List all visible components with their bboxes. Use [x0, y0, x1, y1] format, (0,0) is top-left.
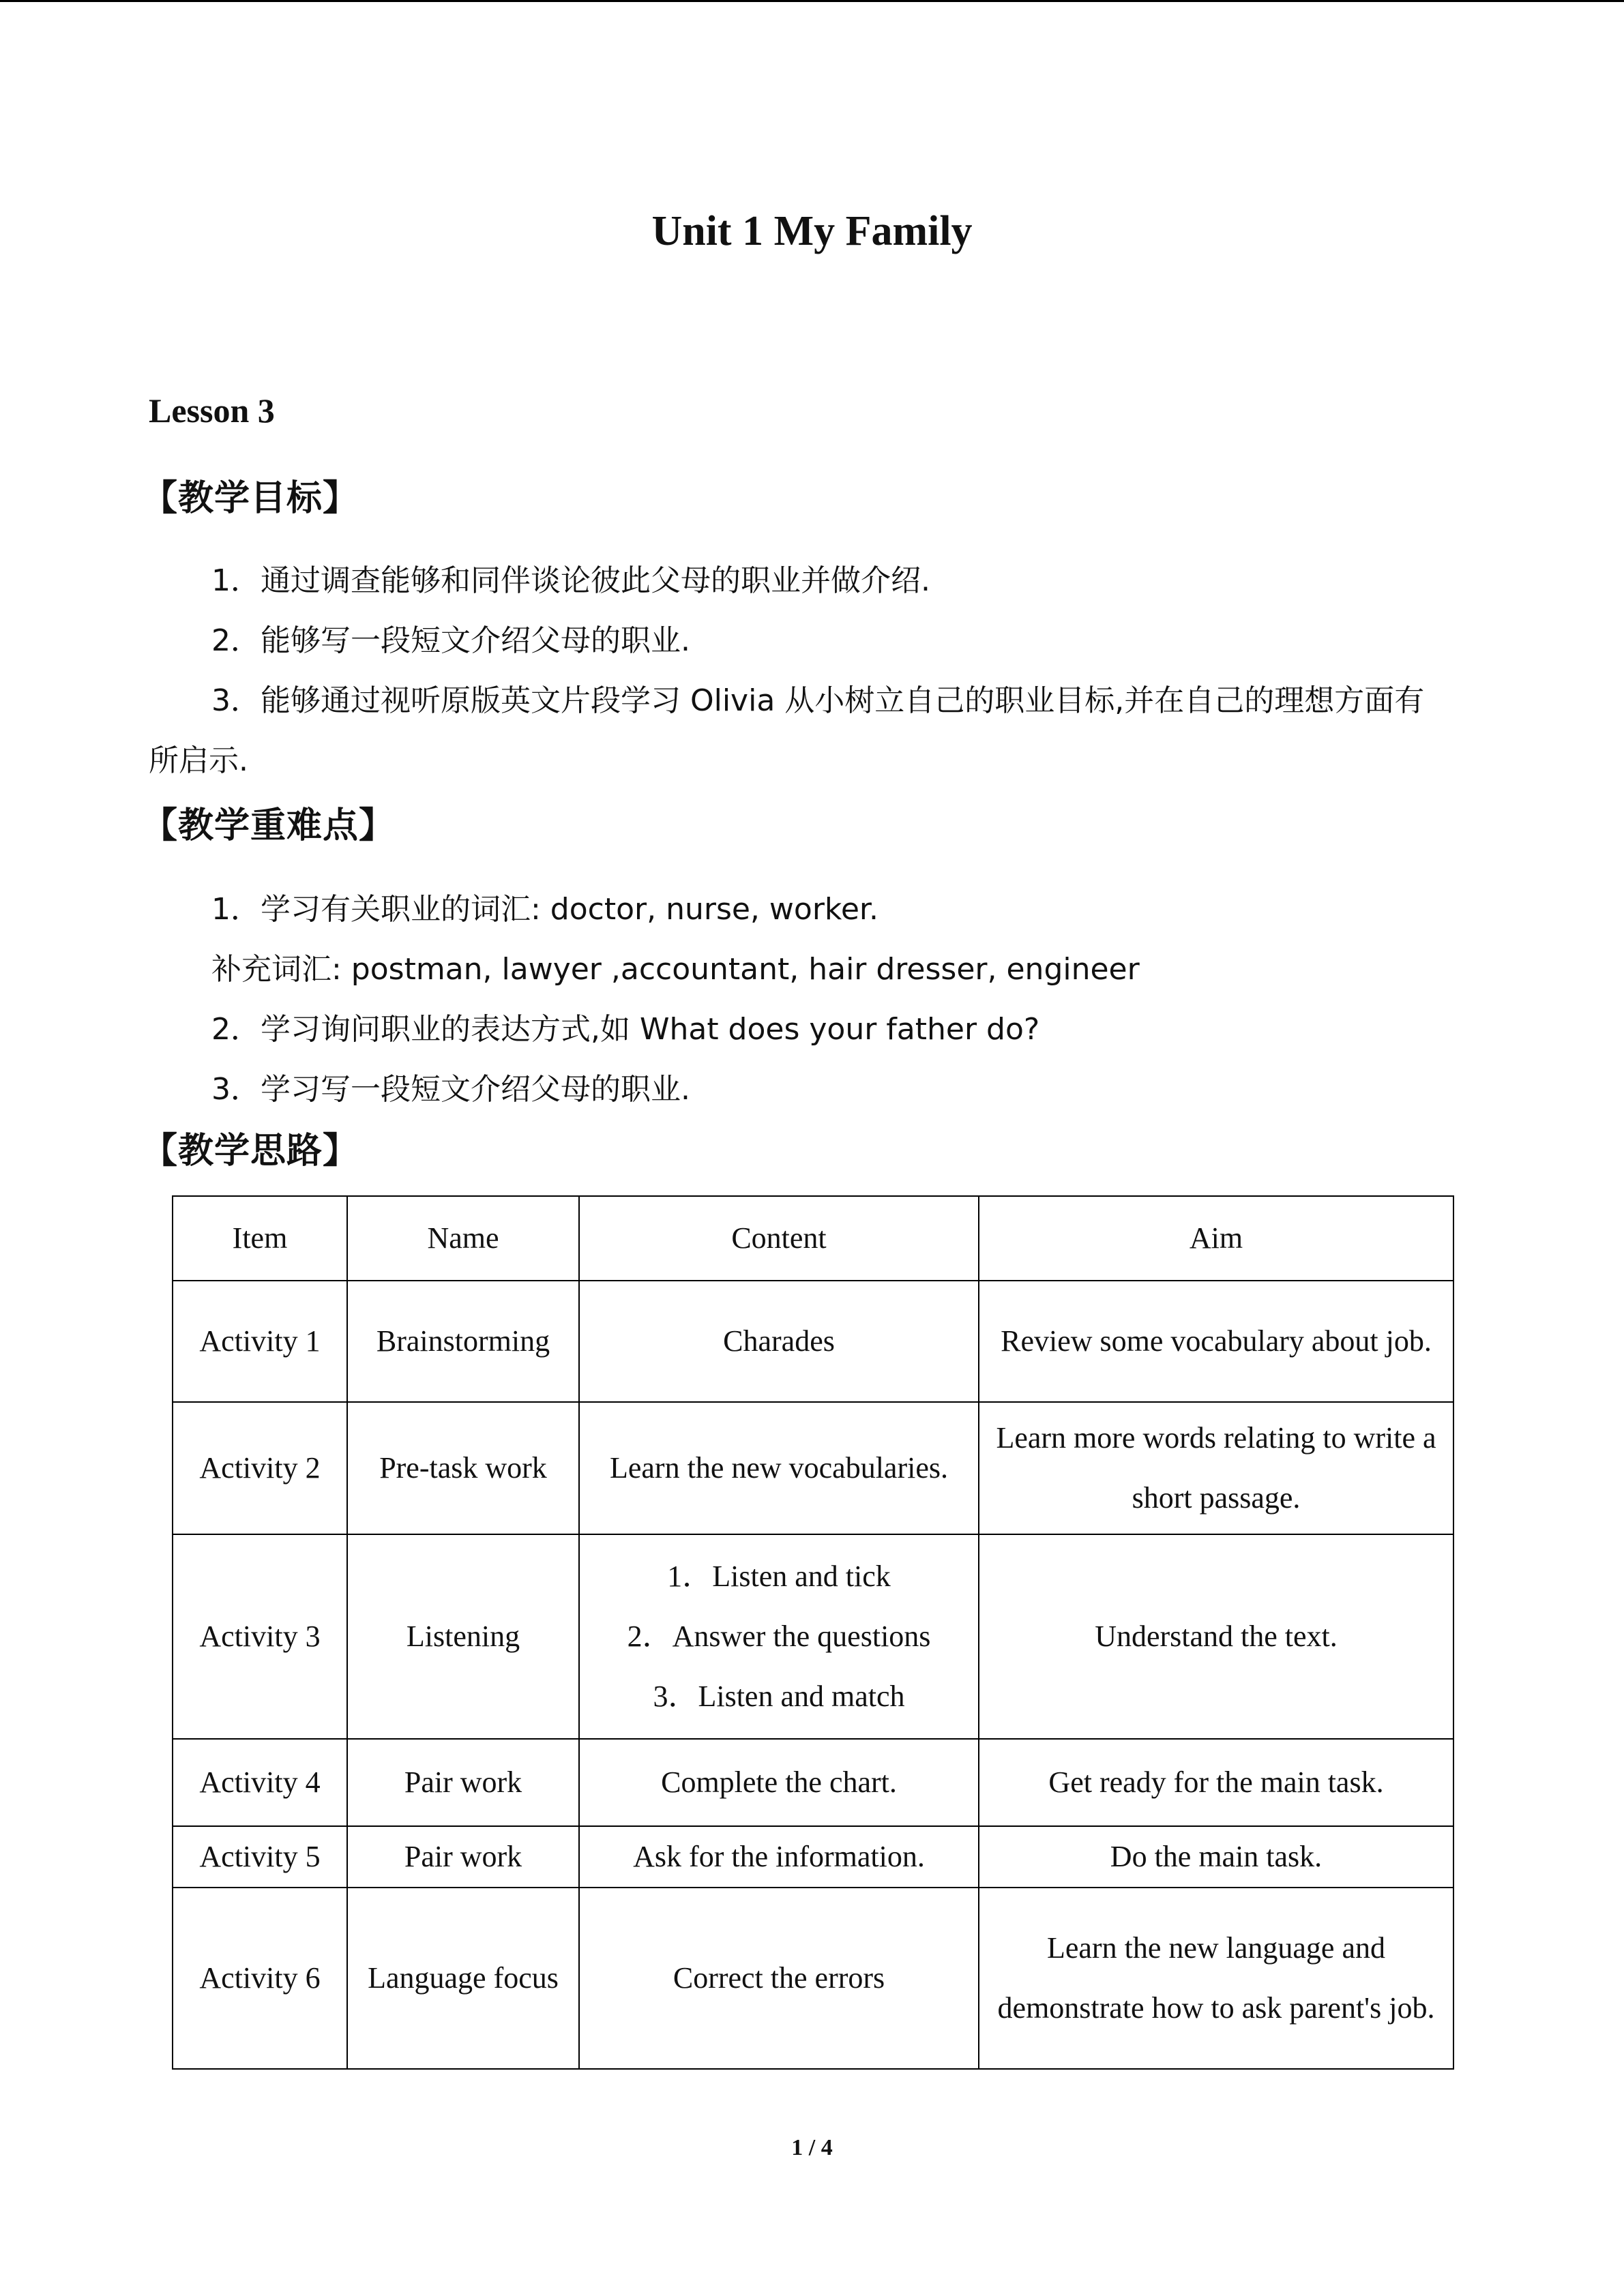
row-item: Activity 6: [173, 1888, 347, 2069]
header-content: Content: [579, 1196, 979, 1281]
table-row: [173, 1281, 1453, 1402]
row-aim: Understand the text.: [979, 1534, 1453, 1739]
objectives-heading: 【教学目标】: [142, 478, 359, 519]
row-aim: Learn the new language and demonstrate how to ask parent's job.: [979, 1888, 1453, 2069]
row-content: Complete the chart.: [579, 1739, 979, 1826]
objective-item-1: 1．通过调查能够和同伴谈论彼此父母的职业并做介绍.: [211, 563, 930, 598]
row-name: Listening: [347, 1534, 579, 1739]
content-line: 2．Answer the questions: [627, 1620, 931, 1653]
row-content: Correct the errors: [579, 1888, 979, 2069]
table-row: [173, 1739, 1453, 1826]
row-item: Activity 4: [173, 1739, 347, 1826]
row-content: Learn the new vocabularies.: [579, 1402, 979, 1534]
table-header-row: [173, 1196, 1453, 1281]
key-point-item-3: 3．学习写一段短文介绍父母的职业.: [211, 1072, 690, 1107]
row-item: Activity 3: [173, 1534, 347, 1739]
row-name: Pair work: [347, 1826, 579, 1888]
row-aim: Do the main task.: [979, 1826, 1453, 1888]
table-row: [173, 1534, 1453, 1739]
row-item: Activity 5: [173, 1826, 347, 1888]
row-name: Language focus: [347, 1888, 579, 2069]
key-point-item-2: 2．学习询问职业的表达方式,如 What does your father do?: [211, 1012, 1040, 1047]
header-aim: Aim: [979, 1196, 1453, 1281]
content-line: 1．Listen and tick: [667, 1560, 891, 1593]
document-title: Unit 1 My Family: [651, 208, 973, 254]
row-name: Brainstorming: [347, 1281, 579, 1402]
table-row: [173, 1826, 1453, 1888]
table-row: [173, 1888, 1453, 2069]
row-item: Activity 2: [173, 1402, 347, 1534]
table-row: [173, 1402, 1453, 1534]
header-name: Name: [347, 1196, 579, 1281]
page-top-border: [0, 0, 1624, 2]
content-line: 3．Listen and match: [653, 1680, 905, 1713]
row-item: Activity 1: [173, 1281, 347, 1402]
key-point-item-1: 1．学习有关职业的词汇: doctor, nurse, worker.: [211, 892, 879, 927]
header-item: Item: [173, 1196, 347, 1281]
row-content: Ask for the information.: [579, 1826, 979, 1888]
row-aim: Learn more words relating to write a short passage.: [979, 1402, 1453, 1534]
lesson-heading: Lesson 3: [149, 391, 275, 430]
row-content: [579, 1534, 979, 1739]
page-number: 1 / 4: [791, 2135, 833, 2160]
approach-heading: 【教学思路】: [142, 1131, 359, 1172]
teaching-plan-table: [172, 1195, 1454, 2070]
row-name: Pre-task work: [347, 1402, 579, 1534]
row-aim: Get ready for the main task.: [979, 1739, 1453, 1826]
objective-item-3: 3．能够通过视听原版英文片段学习 Olivia 从小树立自己的职业目标,并在自己的理想方面有所启示.: [149, 683, 1425, 778]
row-content: Charades: [579, 1281, 979, 1402]
row-name: Pair work: [347, 1739, 579, 1826]
key-points-heading: 【教学重难点】: [142, 805, 396, 846]
objective-item-2: 2．能够写一段短文介绍父母的职业.: [211, 623, 690, 658]
row-aim: Review some vocabulary about job.: [979, 1281, 1453, 1402]
key-point-supplement: 补充词汇: postman, lawyer ,accountant, hair dresser, engineer: [211, 952, 1140, 987]
